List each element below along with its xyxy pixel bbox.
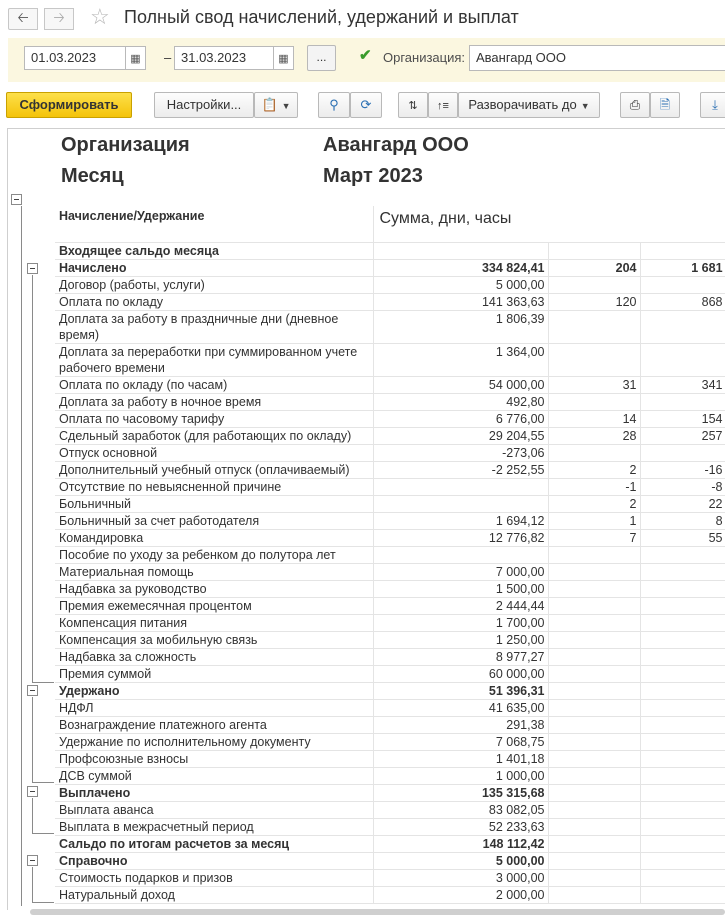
sort-descending-icon: ↑≡ [437, 100, 449, 112]
row-hours [640, 767, 725, 784]
row-sum: 141 363,63 [373, 293, 548, 310]
row-name: Выплата аванса [55, 801, 373, 818]
table-row[interactable] [55, 529, 725, 546]
row-days [548, 563, 640, 580]
row-name: Премия ежемесячная процентом [55, 597, 373, 614]
row-hours [640, 597, 725, 614]
org-header-value: Авангард ООО [323, 134, 469, 156]
table-row[interactable] [55, 580, 725, 597]
row-sum: 6 776,00 [373, 410, 548, 427]
chevron-down-icon: ▼ [281, 101, 291, 111]
forward-arrow-icon[interactable]: 🡢 [44, 8, 74, 30]
print-button[interactable] [620, 92, 650, 118]
row-days [548, 818, 640, 835]
row-days: -1 [548, 478, 640, 495]
printer-icon: ⎙ [629, 97, 641, 112]
row-hours [640, 699, 725, 716]
table-row[interactable] [55, 259, 725, 276]
row-name: Входящее сальдо месяца [55, 242, 373, 259]
table-row[interactable] [55, 869, 725, 886]
row-name: Начислено [55, 259, 373, 276]
row-sum: 83 082,05 [373, 801, 548, 818]
sort-ascending-button[interactable] [398, 92, 428, 118]
row-name: Сальдо по итогам расчетов за месяц [55, 835, 373, 852]
row-days [548, 835, 640, 852]
row-hours: 868 [640, 293, 725, 310]
table-row[interactable] [55, 614, 725, 631]
search-next-button[interactable] [350, 92, 382, 118]
row-sum: 135 315,68 [373, 784, 548, 801]
row-days [548, 716, 640, 733]
table-row[interactable] [55, 310, 725, 343]
row-name: Премия суммой [55, 665, 373, 682]
organization-checkbox[interactable]: ✔ [359, 47, 372, 64]
row-sum: 1 500,00 [373, 580, 548, 597]
download-icon: ⤓ [712, 97, 718, 112]
table-row[interactable] [55, 682, 725, 699]
row-hours [640, 818, 725, 835]
row-sum: 7 000,00 [373, 563, 548, 580]
row-sum: 291,38 [373, 716, 548, 733]
row-sum: 1 700,00 [373, 614, 548, 631]
row-sum: 29 204,55 [373, 427, 548, 444]
table-row[interactable] [55, 835, 725, 852]
row-hours [640, 801, 725, 818]
table-row[interactable] [55, 750, 725, 767]
row-hours [640, 665, 725, 682]
row-hours [640, 869, 725, 886]
row-hours [640, 852, 725, 869]
row-hours: -16 [640, 461, 725, 478]
month-header-value: Март 2023 [323, 165, 423, 187]
table-row[interactable] [55, 631, 725, 648]
row-days: 7 [548, 529, 640, 546]
row-hours: 1 681 [640, 259, 725, 276]
row-hours [640, 614, 725, 631]
row-hours: -8 [640, 478, 725, 495]
row-days [548, 614, 640, 631]
row-hours [640, 750, 725, 767]
row-sum: 60 000,00 [373, 665, 548, 682]
row-days [548, 242, 640, 259]
row-hours [640, 546, 725, 563]
row-name: ДСВ суммой [55, 767, 373, 784]
row-sum: 1 694,12 [373, 512, 548, 529]
table-row[interactable] [55, 716, 725, 733]
row-days [548, 597, 640, 614]
sort-ascending-icon: ⇅ [408, 100, 418, 112]
sort-descending-button[interactable] [428, 92, 458, 118]
row-sum: -2 252,55 [373, 461, 548, 478]
row-days [548, 580, 640, 597]
date-to-input[interactable]: 31.03.2023 [174, 46, 274, 70]
row-days [548, 648, 640, 665]
row-name: Надбавка за сложность [55, 648, 373, 665]
row-hours: 257 [640, 427, 725, 444]
date-from-input[interactable]: 01.03.2023 [24, 46, 126, 70]
row-hours [640, 444, 725, 461]
row-name: Компенсация питания [55, 614, 373, 631]
row-hours [640, 631, 725, 648]
row-days: 28 [548, 427, 640, 444]
row-name: Оплата по окладу [55, 293, 373, 310]
table-row[interactable] [55, 852, 725, 869]
row-sum: 1 000,00 [373, 767, 548, 784]
row-name: Пособие по уходу за ребенком до полутора лет [55, 546, 373, 563]
table-row[interactable] [55, 699, 725, 716]
row-name: Больничный [55, 495, 373, 512]
row-sum: 5 000,00 [373, 852, 548, 869]
row-days [548, 767, 640, 784]
row-sum: 1 250,00 [373, 631, 548, 648]
month-header-label: Месяц [61, 165, 124, 187]
column-header-sum: Сумма, дни, часы [373, 206, 725, 242]
table-row[interactable] [55, 648, 725, 665]
row-sum: 41 635,00 [373, 699, 548, 716]
group-line [32, 867, 33, 902]
row-hours: 8 [640, 512, 725, 529]
row-name: Отпуск основной [55, 444, 373, 461]
table-row[interactable] [55, 410, 725, 427]
expand-to-dropdown[interactable] [458, 92, 600, 118]
row-name: Оплата по часовому тарифу [55, 410, 373, 427]
row-hours [640, 393, 725, 410]
row-hours [640, 580, 725, 597]
row-name: Оплата по окладу (по часам) [55, 376, 373, 393]
table-row[interactable] [55, 444, 725, 461]
group-line [32, 833, 54, 834]
row-hours [640, 886, 725, 903]
table-row[interactable] [55, 733, 725, 750]
table-row[interactable] [55, 886, 725, 903]
row-name: НДФЛ [55, 699, 373, 716]
row-sum: 1 401,18 [373, 750, 548, 767]
search-button[interactable] [318, 92, 350, 118]
collapse-group-icon[interactable] [27, 263, 38, 274]
row-sum: 8 977,27 [373, 648, 548, 665]
row-name: Материальная помощь [55, 563, 373, 580]
row-hours [640, 733, 725, 750]
table-row[interactable] [55, 478, 725, 495]
row-days [548, 631, 640, 648]
row-sum [373, 478, 548, 495]
table-row[interactable] [55, 276, 725, 293]
row-sum: 2 000,00 [373, 886, 548, 903]
column-header-name: Начисление/Удержание [55, 206, 373, 242]
row-name: Доплата за работу в праздничные дни (дневное время) [55, 310, 373, 343]
row-hours: 22 [640, 495, 725, 512]
row-name: Компенсация за мобильную связь [55, 631, 373, 648]
row-days [548, 699, 640, 716]
row-hours [640, 242, 725, 259]
row-hours: 341 [640, 376, 725, 393]
report-table [55, 206, 725, 904]
row-sum: 52 233,63 [373, 818, 548, 835]
group-line [32, 798, 33, 833]
row-sum: 54 000,00 [373, 376, 548, 393]
settings-button[interactable]: Настройки... [154, 92, 254, 118]
title-bar [0, 0, 725, 36]
row-days [548, 682, 640, 699]
row-hours [640, 784, 725, 801]
row-days [548, 886, 640, 903]
chevron-down-icon: ▼ [580, 101, 590, 111]
row-name: Натуральный доход [55, 886, 373, 903]
row-days [548, 546, 640, 563]
generate-button[interactable]: Сформировать [6, 92, 132, 118]
table-row[interactable] [55, 293, 725, 310]
row-days [548, 733, 640, 750]
row-hours [640, 835, 725, 852]
row-sum: 12 776,82 [373, 529, 548, 546]
row-name: Надбавка за руководство [55, 580, 373, 597]
row-days: 2 [548, 461, 640, 478]
row-days [548, 852, 640, 869]
row-sum: 334 824,41 [373, 259, 548, 276]
row-hours [640, 716, 725, 733]
collapse-group-icon[interactable] [27, 786, 38, 797]
report-parameters [8, 38, 725, 82]
row-sum: 1 806,39 [373, 310, 548, 343]
row-days [548, 393, 640, 410]
org-header-label: Организация [61, 134, 190, 156]
collapse-group-icon[interactable] [27, 685, 38, 696]
row-name: Профсоюзные взносы [55, 750, 373, 767]
row-name: Удержано [55, 682, 373, 699]
collapse-group-icon[interactable] [11, 194, 22, 205]
row-sum: 3 000,00 [373, 869, 548, 886]
row-days [548, 665, 640, 682]
group-line [32, 697, 33, 782]
row-days [548, 784, 640, 801]
group-line [32, 275, 33, 682]
period-select-button[interactable]: ... [307, 45, 336, 71]
organization-label: Организация: [383, 50, 466, 65]
table-row[interactable] [55, 376, 725, 393]
horizontal-scrollbar[interactable] [30, 909, 725, 915]
row-sum [373, 546, 548, 563]
save-button[interactable] [700, 92, 725, 118]
row-name: Командировка [55, 529, 373, 546]
search-refresh-icon: ⟳ [360, 97, 372, 112]
report-document [7, 128, 725, 910]
search-icon: ⚲ [329, 97, 339, 112]
row-name: Удержание по исполнительному документу [55, 733, 373, 750]
window-title: Полный свод начислений, удержаний и выплат [124, 7, 519, 27]
table-row[interactable] [55, 461, 725, 478]
variants-dropdown-button[interactable] [254, 92, 298, 118]
report-variants-icon: 📋 [261, 97, 278, 112]
calendar-icon[interactable]: ▦ [274, 46, 294, 70]
row-name: Сдельный заработок (для работающих по окладу) [55, 427, 373, 444]
organization-input[interactable]: Авангард ООО [469, 45, 725, 71]
table-row[interactable] [55, 242, 725, 259]
row-name: Выплачено [55, 784, 373, 801]
row-days: 1 [548, 512, 640, 529]
report-toolbar [0, 90, 725, 120]
row-days [548, 750, 640, 767]
row-name: Выплата в межрасчетный период [55, 818, 373, 835]
group-line [32, 902, 54, 903]
group-line [32, 782, 54, 783]
row-sum: 51 396,31 [373, 682, 548, 699]
table-row[interactable] [55, 597, 725, 614]
row-days [548, 801, 640, 818]
row-sum [373, 495, 548, 512]
row-days [548, 343, 640, 376]
row-name: Дополнительный учебный отпуск (оплачиваемый) [55, 461, 373, 478]
expand-to-label: Разворачивать до [468, 97, 577, 112]
row-name: Доплата за переработки при суммированном учете рабочего времени [55, 343, 373, 376]
row-name: Доплата за работу в ночное время [55, 393, 373, 410]
row-days: 2 [548, 495, 640, 512]
row-name: Справочно [55, 852, 373, 869]
row-days [548, 310, 640, 343]
row-hours: 154 [640, 410, 725, 427]
group-line [32, 682, 54, 683]
table-row[interactable] [55, 818, 725, 835]
table-row[interactable] [55, 393, 725, 410]
row-sum [373, 242, 548, 259]
table-row[interactable] [55, 512, 725, 529]
row-sum: 2 444,44 [373, 597, 548, 614]
row-name: Отсутствие по невыясненной причине [55, 478, 373, 495]
favorite-star-icon[interactable]: ☆ [90, 4, 110, 29]
table-row[interactable] [55, 343, 725, 376]
row-sum: -273,06 [373, 444, 548, 461]
table-row[interactable] [55, 546, 725, 563]
table-header-row [55, 206, 725, 242]
back-arrow-icon[interactable]: 🡠 [8, 8, 38, 30]
table-row[interactable] [55, 767, 725, 784]
row-days: 120 [548, 293, 640, 310]
table-row[interactable] [55, 563, 725, 580]
row-hours [640, 563, 725, 580]
row-days: 14 [548, 410, 640, 427]
table-row[interactable] [55, 665, 725, 682]
table-row[interactable] [55, 784, 725, 801]
row-sum: 148 112,42 [373, 835, 548, 852]
calendar-icon[interactable]: ▦ [126, 46, 146, 70]
row-sum: 5 000,00 [373, 276, 548, 293]
row-hours [640, 648, 725, 665]
row-name: Договор (работы, услуги) [55, 276, 373, 293]
table-row[interactable] [55, 427, 725, 444]
collapse-group-icon[interactable] [27, 855, 38, 866]
row-sum: 492,80 [373, 393, 548, 410]
row-hours [640, 682, 725, 699]
row-days: 31 [548, 376, 640, 393]
print-preview-icon: 🗎 [659, 97, 671, 112]
row-hours: 55 [640, 529, 725, 546]
row-days [548, 444, 640, 461]
table-row[interactable] [55, 495, 725, 512]
row-hours [640, 310, 725, 343]
row-name: Вознаграждение платежного агента [55, 716, 373, 733]
group-line [21, 206, 22, 906]
row-days [548, 869, 640, 886]
row-days [548, 276, 640, 293]
table-row[interactable] [55, 801, 725, 818]
print-preview-button[interactable] [650, 92, 680, 118]
row-name: Стоимость подарков и призов [55, 869, 373, 886]
row-hours [640, 343, 725, 376]
row-name: Больничный за счет работодателя [55, 512, 373, 529]
row-sum: 7 068,75 [373, 733, 548, 750]
date-range-dash: – [164, 50, 172, 65]
row-days: 204 [548, 259, 640, 276]
row-hours [640, 276, 725, 293]
row-sum: 1 364,00 [373, 343, 548, 376]
